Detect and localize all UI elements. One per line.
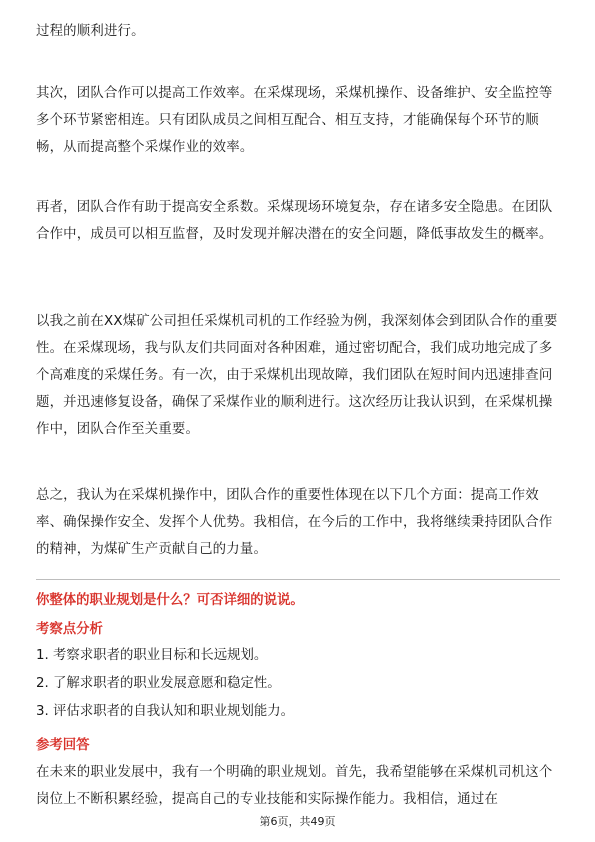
analysis-item: 2. 了解求职者的职业发展意愿和稳定性。 [36, 676, 281, 691]
interview-question: 你整体的职业规划是什么？可否详细的说说。 [36, 593, 304, 608]
analysis-item: 1. 考察求职者的职业目标和长远规划。 [36, 648, 268, 663]
page-number: 第6页，共49页 [259, 815, 336, 828]
analysis-heading: 考察点分析 [36, 622, 103, 637]
answer-text: 在未来的职业发展中，我有一个明确的职业规划。首先，我希望能够在采煤机司机这个岗位上不断积累经验，提高自己的专业技能和实际操作能力。我相信，通过在 [36, 765, 553, 807]
section-divider [36, 579, 560, 580]
analysis-item: 3. 评估求职者的自我认知和职业规划能力。 [36, 704, 295, 719]
answer-heading: 参考回答 [36, 738, 90, 753]
paragraph-conclusion: 总之，我认为在采煤机操作中，团队合作的重要性体现在以下几个方面：提高工作效率、确保操作安全、发挥个人优势。我相信，在今后的工作中，我将继续秉持团队合作的精神，为煤矿生产贡献自己的力量。 [36, 488, 553, 557]
paragraph-safety: 再者，团队合作有助于提高安全系数。采煤现场环境复杂，存在诸多安全隐患。在团队合作中，成员可以相互监督，及时发现并解决潜在的安全问题，降低事故发生的概率。 [36, 200, 553, 242]
paragraph-efficiency: 其次，团队合作可以提高工作效率。在采煤现场，采煤机操作、设备维护、安全监控等多个环节紧密相连。只有团队成员之间相互配合、相互支持，才能确保每个环节的顺畅，从而提高整个采煤作业的效率。 [36, 86, 553, 155]
paragraph-continuation: 过程的顺利进行。 [36, 24, 145, 39]
paragraph-experience: 以我之前在XX煤矿公司担任采煤机司机的工作经验为例，我深刻体会到团队合作的重要性。在采煤现场，我与队友们共同面对各种困难，通过密切配合，我们成功地完成了多个高难度的采煤任务。有一次，由于采煤机出现故障，我们团队在短时间内迅速排查问题，并迅速修复设备，确保了采煤作业的顺利进行。这次经历让我认识到，在采煤机操作中，团队合作至关重要。 [36, 314, 558, 437]
